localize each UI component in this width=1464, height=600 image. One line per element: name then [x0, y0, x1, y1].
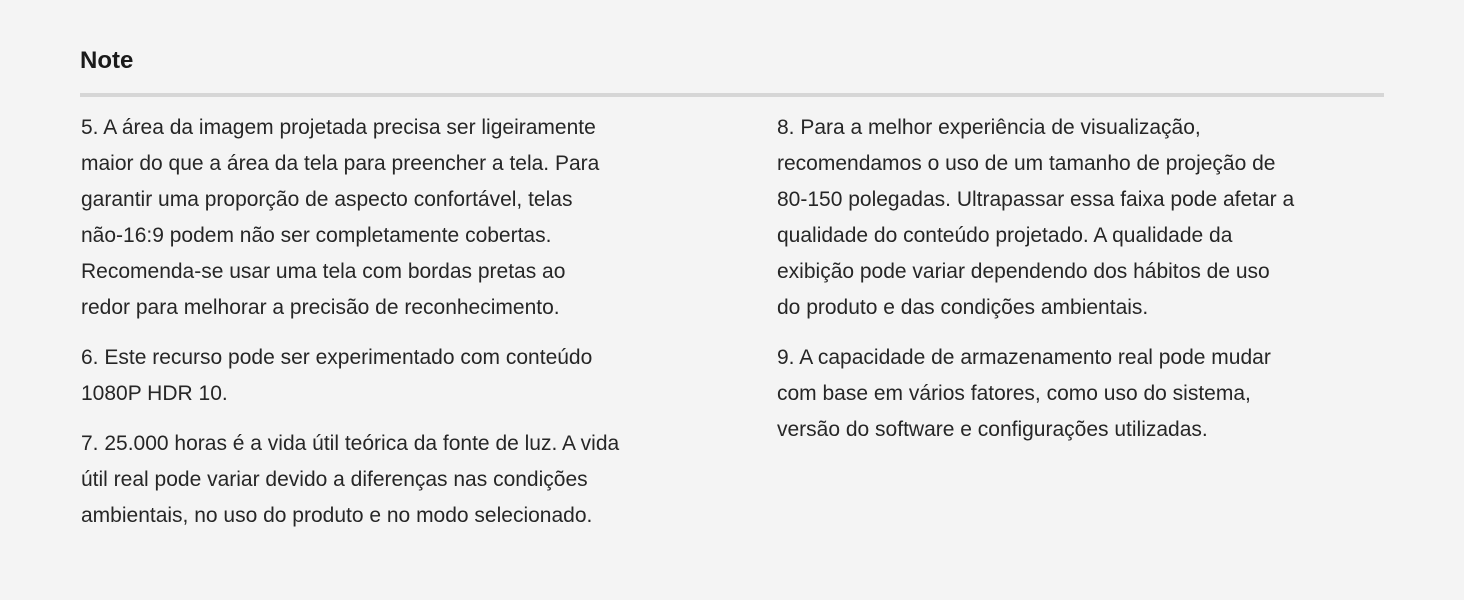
- notes-column-right: [777, 110, 1397, 448]
- note-5: 5. A área da imagem projetada precisa ser ligeiramente maior do que a área da tela para preencher a tela. Para garantir uma proporção de aspecto confortável, telas não-16:9 podem não ser completamente cobertas. Recomenda-se usar uma tela com bordas pretas ao redor para melhorar a precisão de reconhecimento.: [81, 116, 600, 319]
- note-7: 7. 25.000 horas é a vida útil teórica da fonte de luz. A vida útil real pode variar devido a diferenças nas condições ambientais, no uso do produto e no modo selecionado.: [81, 432, 620, 527]
- notes-column-left: [81, 110, 721, 534]
- note-8: 8. Para a melhor experiência de visualização, recomendamos o uso de um tamanho de projeção de 80-150 polegadas. Ultrapassar essa faixa pode afetar a qualidade do conteúdo projetado. A qualidade da exibição pode variar dependendo dos hábitos de uso do produto e das condições ambientais.: [777, 116, 1295, 319]
- page-title: Note: [80, 47, 134, 74]
- note-6: 6. Este recurso pode ser experimentado com conteúdo 1080P HDR 10.: [81, 346, 593, 405]
- title-divider: [80, 93, 1384, 97]
- note-9: 9. A capacidade de armazenamento real pode mudar com base em vários fatores, como uso do sistema, versão do software e configurações utilizadas.: [777, 346, 1271, 441]
